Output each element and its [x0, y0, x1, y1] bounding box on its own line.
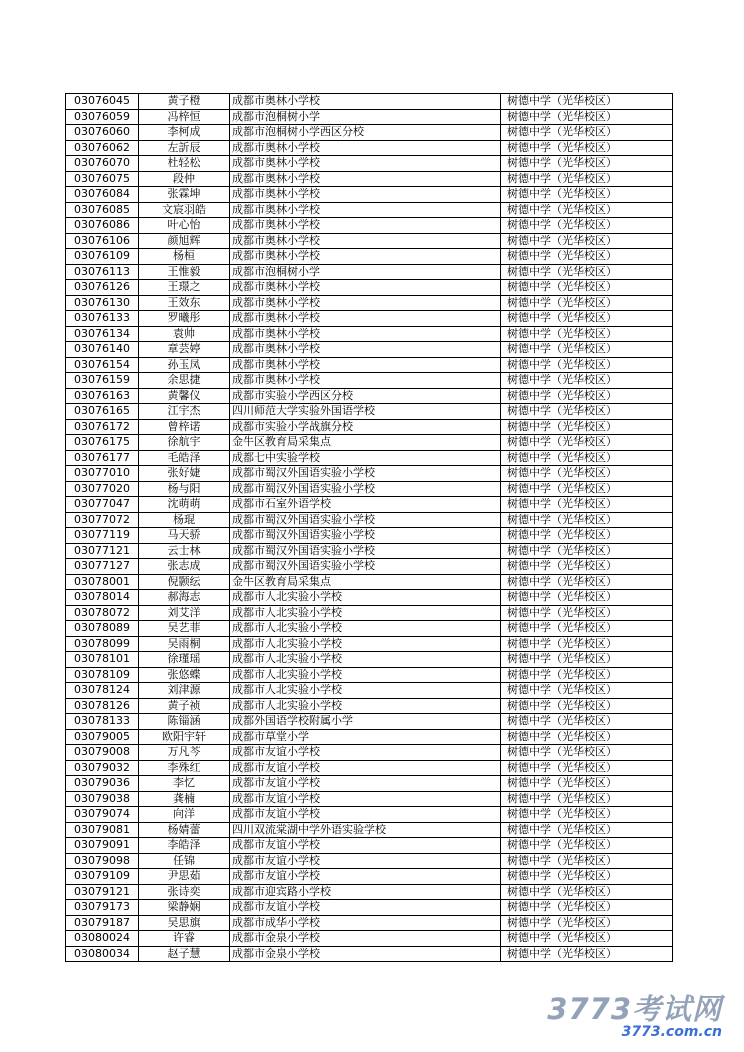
student-id-cell: 03079008	[66, 745, 139, 761]
student-id-cell: 03079005	[66, 729, 139, 745]
assigned-school-cell: 树德中学（光华校区）	[501, 729, 673, 745]
student-name-cell: 文宸羽皓	[139, 202, 230, 218]
primary-school-cell: 成都市友谊小学校	[230, 900, 501, 916]
table-row	[66, 760, 673, 776]
student-id-cell: 03079038	[66, 791, 139, 807]
assigned-school-cell: 树德中学（光华校区）	[501, 280, 673, 296]
watermark	[547, 991, 722, 1041]
primary-school-cell: 成都市蜀汉外国语实验小学校	[230, 559, 501, 575]
primary-school-cell: 成都市迎宾路小学校	[230, 884, 501, 900]
primary-school-cell: 成都市奥林小学校	[230, 156, 501, 172]
primary-school-cell: 成都市蜀汉外国语实验小学校	[230, 512, 501, 528]
table-row	[66, 512, 673, 528]
assigned-school-cell: 树德中学（光华校区）	[501, 776, 673, 792]
primary-school-cell: 成都市奥林小学校	[230, 202, 501, 218]
student-id-cell: 03078014	[66, 590, 139, 606]
table-row	[66, 264, 673, 280]
primary-school-cell: 成都市友谊小学校	[230, 745, 501, 761]
primary-school-cell: 成都市奥林小学校	[230, 357, 501, 373]
student-name-cell: 毛皓泽	[139, 450, 230, 466]
student-name-cell: 黄子橙	[139, 94, 230, 110]
primary-school-cell: 成都市友谊小学校	[230, 807, 501, 823]
watermark-url: 3773.com.cn	[621, 1024, 722, 1041]
student-name-cell: 杜轻松	[139, 156, 230, 172]
table-row	[66, 450, 673, 466]
primary-school-cell: 成都市人北实验小学校	[230, 636, 501, 652]
student-name-cell: 刘津源	[139, 683, 230, 699]
primary-school-cell: 成都市奥林小学校	[230, 187, 501, 203]
student-id-cell: 03077072	[66, 512, 139, 528]
student-id-cell: 03078001	[66, 574, 139, 590]
table-row	[66, 187, 673, 203]
table-row	[66, 249, 673, 265]
student-id-cell: 03076060	[66, 125, 139, 141]
table-row	[66, 481, 673, 497]
assigned-school-cell: 树德中学（光华校区）	[501, 450, 673, 466]
student-name-cell: 黄馨仪	[139, 388, 230, 404]
table-row	[66, 605, 673, 621]
primary-school-cell: 成都市人北实验小学校	[230, 590, 501, 606]
table-row	[66, 900, 673, 916]
student-name-cell: 黄子祯	[139, 698, 230, 714]
assigned-school-cell: 树德中学（光华校区）	[501, 791, 673, 807]
assigned-school-cell: 树德中学（光华校区）	[501, 233, 673, 249]
student-id-cell: 03077010	[66, 466, 139, 482]
primary-school-cell: 成都市成华小学校	[230, 915, 501, 931]
student-id-cell: 03077121	[66, 543, 139, 559]
table-row	[66, 528, 673, 544]
assigned-school-cell: 树德中学（光华校区）	[501, 202, 673, 218]
student-id-cell: 03078126	[66, 698, 139, 714]
student-assignment-table	[65, 93, 673, 962]
table-row	[66, 342, 673, 358]
table-row	[66, 218, 673, 234]
student-id-cell: 03080024	[66, 931, 139, 947]
student-name-cell: 江宇杰	[139, 404, 230, 420]
student-id-cell: 03076106	[66, 233, 139, 249]
student-id-cell: 03076130	[66, 295, 139, 311]
assigned-school-cell: 树德中学（光华校区）	[501, 109, 673, 125]
assigned-school-cell: 树德中学（光华校区）	[501, 683, 673, 699]
student-id-cell: 03080034	[66, 946, 139, 962]
student-id-cell: 03078099	[66, 636, 139, 652]
student-id-cell: 03079091	[66, 838, 139, 854]
student-id-cell: 03076086	[66, 218, 139, 234]
primary-school-cell: 成都市友谊小学校	[230, 791, 501, 807]
student-id-cell: 03076085	[66, 202, 139, 218]
student-id-cell: 03076165	[66, 404, 139, 420]
assigned-school-cell: 树德中学（光华校区）	[501, 621, 673, 637]
student-name-cell: 李忆	[139, 776, 230, 792]
primary-school-cell: 成都市友谊小学校	[230, 776, 501, 792]
student-id-cell: 03077127	[66, 559, 139, 575]
assigned-school-cell: 树德中学（光华校区）	[501, 822, 673, 838]
assigned-school-cell: 树德中学（光华校区）	[501, 156, 673, 172]
primary-school-cell: 成都市友谊小学校	[230, 853, 501, 869]
student-id-cell: 03076059	[66, 109, 139, 125]
student-id-cell: 03079036	[66, 776, 139, 792]
student-name-cell: 王效东	[139, 295, 230, 311]
primary-school-cell: 成都市友谊小学校	[230, 869, 501, 885]
student-name-cell: 章芸婷	[139, 342, 230, 358]
table-row	[66, 714, 673, 730]
primary-school-cell: 成都市奥林小学校	[230, 342, 501, 358]
student-name-cell: 郝海志	[139, 590, 230, 606]
table-row	[66, 171, 673, 187]
student-name-cell: 叶心怡	[139, 218, 230, 234]
table-row	[66, 326, 673, 342]
student-id-cell: 03076109	[66, 249, 139, 265]
student-id-cell: 03076113	[66, 264, 139, 280]
table-row	[66, 280, 673, 296]
student-id-cell: 03077047	[66, 497, 139, 513]
assigned-school-cell: 树德中学（光华校区）	[501, 807, 673, 823]
student-name-cell: 段仲	[139, 171, 230, 187]
assigned-school-cell: 树德中学（光华校区）	[501, 94, 673, 110]
primary-school-cell: 成都市奥林小学校	[230, 249, 501, 265]
assigned-school-cell: 树德中学（光华校区）	[501, 497, 673, 513]
student-name-cell: 许睿	[139, 931, 230, 947]
student-table-body	[66, 94, 673, 962]
primary-school-cell: 成都市金泉小学校	[230, 946, 501, 962]
student-id-cell: 03079098	[66, 853, 139, 869]
student-id-cell: 03076084	[66, 187, 139, 203]
assigned-school-cell: 树德中学（光华校区）	[501, 388, 673, 404]
assigned-school-cell: 树德中学（光华校区）	[501, 528, 673, 544]
table-row	[66, 94, 673, 110]
table-row	[66, 869, 673, 885]
primary-school-cell: 成都市奥林小学校	[230, 295, 501, 311]
student-id-cell: 03076134	[66, 326, 139, 342]
student-id-cell: 03078124	[66, 683, 139, 699]
student-id-cell: 03079187	[66, 915, 139, 931]
primary-school-cell: 成都市奥林小学校	[230, 218, 501, 234]
student-id-cell: 03076172	[66, 419, 139, 435]
table-row	[66, 698, 673, 714]
table-row	[66, 838, 673, 854]
student-name-cell: 陈锱涵	[139, 714, 230, 730]
assigned-school-cell: 树德中学（光华校区）	[501, 714, 673, 730]
student-name-cell: 刘艾洋	[139, 605, 230, 621]
assigned-school-cell: 树德中学（光华校区）	[501, 249, 673, 265]
student-name-cell: 吴艺菲	[139, 621, 230, 637]
primary-school-cell: 成都市奥林小学校	[230, 171, 501, 187]
assigned-school-cell: 树德中学（光华校区）	[501, 838, 673, 854]
primary-school-cell: 成都市草堂小学	[230, 729, 501, 745]
assigned-school-cell: 树德中学（光华校区）	[501, 373, 673, 389]
student-name-cell: 孙玉凤	[139, 357, 230, 373]
student-name-cell: 徐瑾瑶	[139, 652, 230, 668]
primary-school-cell: 四川双流棠湖中学外语实验学校	[230, 822, 501, 838]
student-name-cell: 张诗奕	[139, 884, 230, 900]
assigned-school-cell: 树德中学（光华校区）	[501, 605, 673, 621]
assigned-school-cell: 树德中学（光华校区）	[501, 574, 673, 590]
student-id-cell: 03079032	[66, 760, 139, 776]
student-name-cell: 王璟之	[139, 280, 230, 296]
primary-school-cell: 成都市奥林小学校	[230, 233, 501, 249]
student-name-cell: 张好婕	[139, 466, 230, 482]
student-id-cell: 03076075	[66, 171, 139, 187]
assigned-school-cell: 树德中学（光华校区）	[501, 760, 673, 776]
watermark-logo: 3773考试网	[547, 991, 722, 1026]
assigned-school-cell: 树德中学（光华校区）	[501, 140, 673, 156]
table-row	[66, 109, 673, 125]
table-row	[66, 202, 673, 218]
student-name-cell: 曾梓诺	[139, 419, 230, 435]
primary-school-cell: 成都市奥林小学校	[230, 140, 501, 156]
student-id-cell: 03077119	[66, 528, 139, 544]
student-name-cell: 云士林	[139, 543, 230, 559]
assigned-school-cell: 树德中学（光华校区）	[501, 295, 673, 311]
primary-school-cell: 成都市人北实验小学校	[230, 621, 501, 637]
primary-school-cell: 成都市奥林小学校	[230, 326, 501, 342]
student-id-cell: 03076175	[66, 435, 139, 451]
student-id-cell: 03078089	[66, 621, 139, 637]
primary-school-cell: 成都市实验小学战旗分校	[230, 419, 501, 435]
student-name-cell: 颜旭辉	[139, 233, 230, 249]
primary-school-cell: 成都市泡桐树小学	[230, 264, 501, 280]
table-row	[66, 156, 673, 172]
primary-school-cell: 成都市泡桐树小学西区分校	[230, 125, 501, 141]
primary-school-cell: 成都市实验小学西区分校	[230, 388, 501, 404]
primary-school-cell: 成都市奥林小学校	[230, 311, 501, 327]
table-row	[66, 419, 673, 435]
assigned-school-cell: 树德中学（光华校区）	[501, 218, 673, 234]
student-id-cell: 03076154	[66, 357, 139, 373]
student-name-cell: 杨桓	[139, 249, 230, 265]
student-name-cell: 马天骄	[139, 528, 230, 544]
table-row	[66, 822, 673, 838]
assigned-school-cell: 树德中学（光华校区）	[501, 466, 673, 482]
primary-school-cell: 成都市石室外语学校	[230, 497, 501, 513]
student-name-cell: 向洋	[139, 807, 230, 823]
assigned-school-cell: 树德中学（光华校区）	[501, 435, 673, 451]
assigned-school-cell: 树德中学（光华校区）	[501, 512, 673, 528]
assigned-school-cell: 树德中学（光华校区）	[501, 125, 673, 141]
assigned-school-cell: 树德中学（光华校区）	[501, 915, 673, 931]
student-name-cell: 冯梓恒	[139, 109, 230, 125]
student-name-cell: 张志成	[139, 559, 230, 575]
table-row	[66, 357, 673, 373]
table-row	[66, 729, 673, 745]
assigned-school-cell: 树德中学（光华校区）	[501, 652, 673, 668]
student-name-cell: 徐航宇	[139, 435, 230, 451]
primary-school-cell: 成都市蜀汉外国语实验小学校	[230, 466, 501, 482]
student-id-cell: 03078101	[66, 652, 139, 668]
table-row	[66, 295, 673, 311]
table-row	[66, 931, 673, 947]
student-id-cell: 03078109	[66, 667, 139, 683]
table-row	[66, 915, 673, 931]
table-row	[66, 373, 673, 389]
assigned-school-cell: 树德中学（光华校区）	[501, 745, 673, 761]
assigned-school-cell: 树德中学（光华校区）	[501, 590, 673, 606]
student-name-cell: 欧阳宇轩	[139, 729, 230, 745]
student-name-cell: 倪颢纭	[139, 574, 230, 590]
student-name-cell: 李柯成	[139, 125, 230, 141]
primary-school-cell: 四川师范大学实验外国语学校	[230, 404, 501, 420]
student-name-cell: 李皓泽	[139, 838, 230, 854]
primary-school-cell: 成都市蜀汉外国语实验小学校	[230, 543, 501, 559]
table-row	[66, 140, 673, 156]
primary-school-cell: 金牛区教育局采集点	[230, 574, 501, 590]
student-name-cell: 余思捷	[139, 373, 230, 389]
student-name-cell: 任锦	[139, 853, 230, 869]
student-id-cell: 03079121	[66, 884, 139, 900]
student-name-cell: 杨婧蕾	[139, 822, 230, 838]
student-name-cell: 李殊红	[139, 760, 230, 776]
table-row	[66, 559, 673, 575]
table-row	[66, 745, 673, 761]
student-name-cell: 左訢辰	[139, 140, 230, 156]
table-row	[66, 683, 673, 699]
primary-school-cell: 成都市泡桐树小学	[230, 109, 501, 125]
student-id-cell: 03079173	[66, 900, 139, 916]
primary-school-cell: 成都外国语学校附属小学	[230, 714, 501, 730]
table-row	[66, 388, 673, 404]
student-id-cell: 03076177	[66, 450, 139, 466]
student-name-cell: 张霖坤	[139, 187, 230, 203]
student-id-cell: 03079074	[66, 807, 139, 823]
student-name-cell: 赵子慧	[139, 946, 230, 962]
student-name-cell: 吴雨桐	[139, 636, 230, 652]
assigned-school-cell: 树德中学（光华校区）	[501, 264, 673, 280]
primary-school-cell: 成都市蜀汉外国语实验小学校	[230, 528, 501, 544]
primary-school-cell: 成都七中实验学校	[230, 450, 501, 466]
table-row	[66, 497, 673, 513]
student-id-cell: 03076070	[66, 156, 139, 172]
table-row	[66, 652, 673, 668]
assigned-school-cell: 树德中学（光华校区）	[501, 931, 673, 947]
primary-school-cell: 成都市友谊小学校	[230, 838, 501, 854]
assigned-school-cell: 树德中学（光华校区）	[501, 342, 673, 358]
assigned-school-cell: 树德中学（光华校区）	[501, 419, 673, 435]
student-name-cell: 吴思旗	[139, 915, 230, 931]
student-id-cell: 03076133	[66, 311, 139, 327]
assigned-school-cell: 树德中学（光华校区）	[501, 698, 673, 714]
student-name-cell: 尹思茹	[139, 869, 230, 885]
student-id-cell: 03076140	[66, 342, 139, 358]
table-row	[66, 667, 673, 683]
table-row	[66, 807, 673, 823]
assigned-school-cell: 树德中学（光华校区）	[501, 559, 673, 575]
student-id-cell: 03078133	[66, 714, 139, 730]
table-row	[66, 590, 673, 606]
student-name-cell: 沈萌萌	[139, 497, 230, 513]
primary-school-cell: 成都市人北实验小学校	[230, 652, 501, 668]
student-id-cell: 03076159	[66, 373, 139, 389]
primary-school-cell: 成都市人北实验小学校	[230, 698, 501, 714]
table-row	[66, 466, 673, 482]
assigned-school-cell: 树德中学（光华校区）	[501, 900, 673, 916]
student-id-cell: 03077020	[66, 481, 139, 497]
assigned-school-cell: 树德中学（光华校区）	[501, 946, 673, 962]
table-row	[66, 791, 673, 807]
student-id-cell: 03076163	[66, 388, 139, 404]
student-name-cell: 梁静娴	[139, 900, 230, 916]
primary-school-cell: 成都市友谊小学校	[230, 760, 501, 776]
table-row	[66, 884, 673, 900]
assigned-school-cell: 树德中学（光华校区）	[501, 636, 673, 652]
table-row	[66, 853, 673, 869]
primary-school-cell: 成都市奥林小学校	[230, 373, 501, 389]
student-id-cell: 03076045	[66, 94, 139, 110]
student-id-cell: 03079109	[66, 869, 139, 885]
primary-school-cell: 成都市蜀汉外国语实验小学校	[230, 481, 501, 497]
assigned-school-cell: 树德中学（光华校区）	[501, 357, 673, 373]
student-name-cell: 万凡芩	[139, 745, 230, 761]
student-name-cell: 袁帅	[139, 326, 230, 342]
table-row	[66, 311, 673, 327]
primary-school-cell: 成都市奥林小学校	[230, 94, 501, 110]
table-row	[66, 946, 673, 962]
primary-school-cell: 成都市金泉小学校	[230, 931, 501, 947]
assigned-school-cell: 树德中学（光华校区）	[501, 326, 673, 342]
assigned-school-cell: 树德中学（光华校区）	[501, 404, 673, 420]
table-row	[66, 125, 673, 141]
table-row	[66, 233, 673, 249]
student-name-cell: 杨琨	[139, 512, 230, 528]
student-id-cell: 03076126	[66, 280, 139, 296]
table-row	[66, 636, 673, 652]
table-row	[66, 776, 673, 792]
student-name-cell: 罗曦彤	[139, 311, 230, 327]
table-row	[66, 404, 673, 420]
table-row	[66, 543, 673, 559]
assigned-school-cell: 树德中学（光华校区）	[501, 853, 673, 869]
table-row	[66, 574, 673, 590]
assigned-school-cell: 树德中学（光华校区）	[501, 311, 673, 327]
student-id-cell: 03079081	[66, 822, 139, 838]
student-id-cell: 03078072	[66, 605, 139, 621]
table-row	[66, 621, 673, 637]
primary-school-cell: 金牛区教育局采集点	[230, 435, 501, 451]
assigned-school-cell: 树德中学（光华校区）	[501, 481, 673, 497]
student-name-cell: 张悠蝶	[139, 667, 230, 683]
assigned-school-cell: 树德中学（光华校区）	[501, 171, 673, 187]
student-id-cell: 03076062	[66, 140, 139, 156]
assigned-school-cell: 树德中学（光华校区）	[501, 884, 673, 900]
assigned-school-cell: 树德中学（光华校区）	[501, 667, 673, 683]
primary-school-cell: 成都市人北实验小学校	[230, 683, 501, 699]
assigned-school-cell: 树德中学（光华校区）	[501, 869, 673, 885]
primary-school-cell: 成都市人北实验小学校	[230, 667, 501, 683]
assigned-school-cell: 树德中学（光华校区）	[501, 187, 673, 203]
primary-school-cell: 成都市奥林小学校	[230, 280, 501, 296]
student-name-cell: 杨与阳	[139, 481, 230, 497]
primary-school-cell: 成都市人北实验小学校	[230, 605, 501, 621]
assigned-school-cell: 树德中学（光华校区）	[501, 543, 673, 559]
table-row	[66, 435, 673, 451]
student-name-cell: 王惟毅	[139, 264, 230, 280]
student-name-cell: 龚楠	[139, 791, 230, 807]
